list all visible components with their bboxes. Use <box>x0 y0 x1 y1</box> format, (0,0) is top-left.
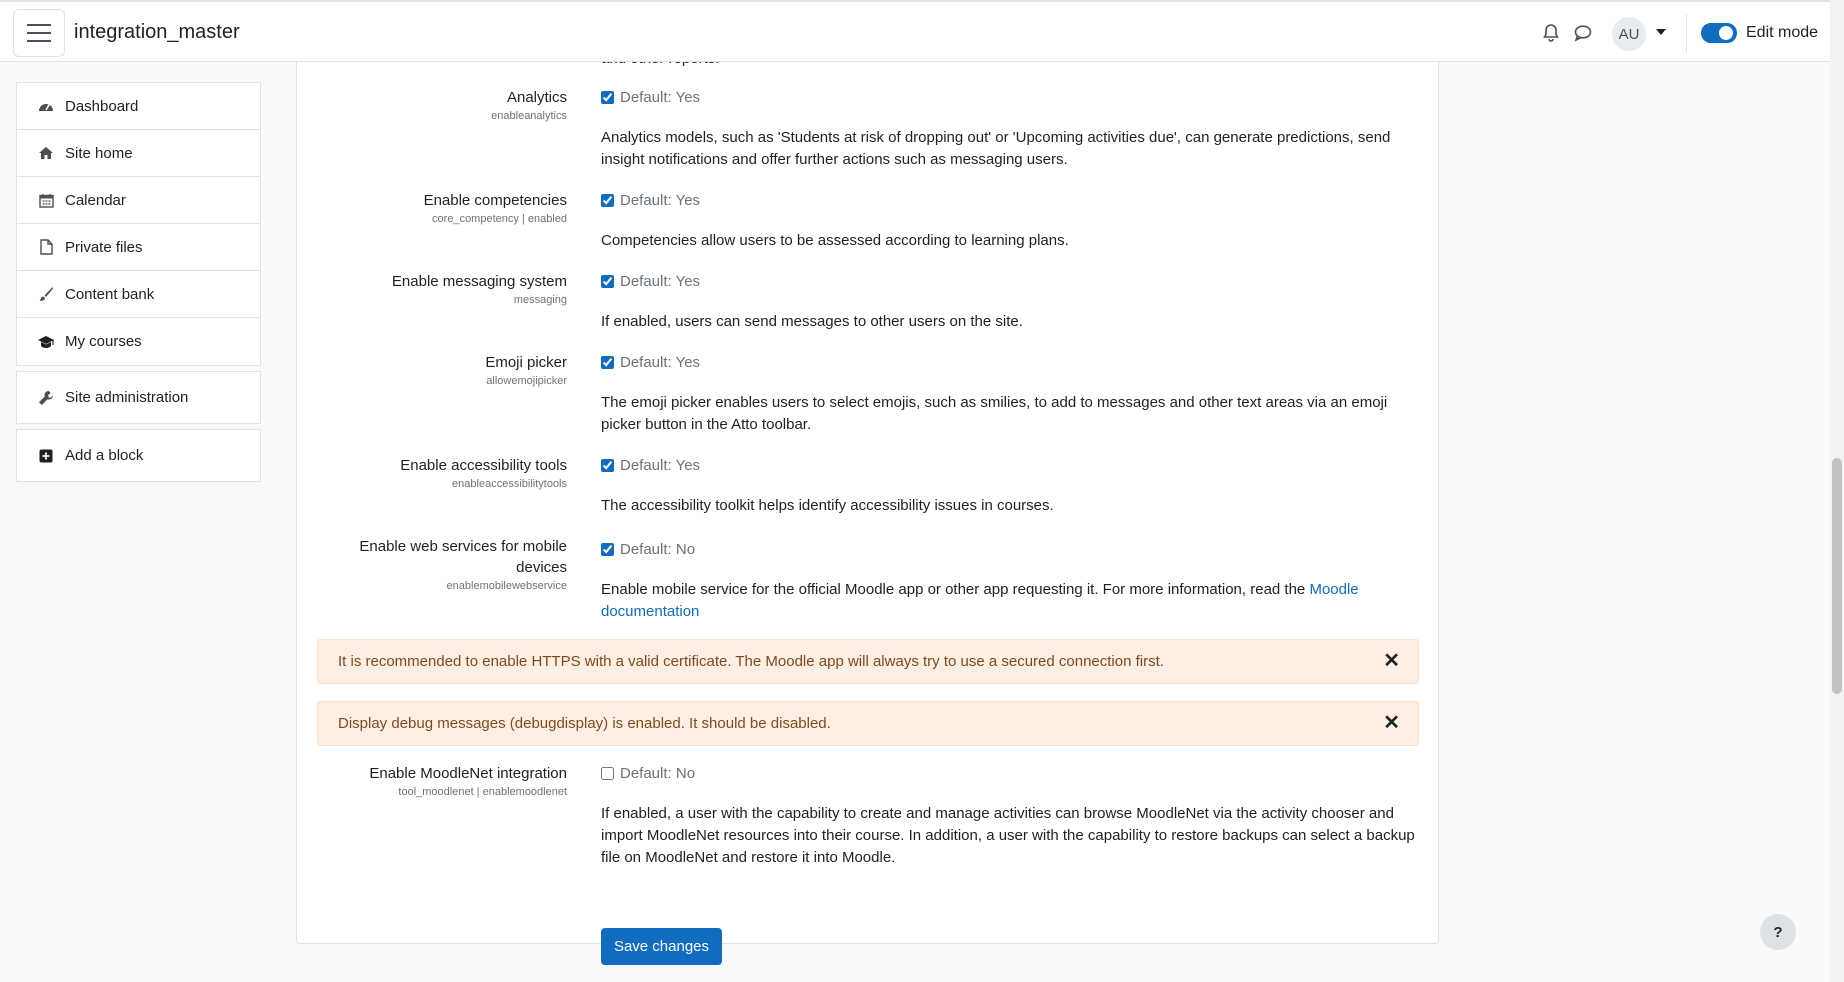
graduation-cap-icon <box>37 333 55 351</box>
top-navbar <box>0 0 1830 62</box>
sidebar-item-my-courses[interactable] <box>17 318 260 365</box>
analytics-checkbox[interactable] <box>601 91 614 104</box>
setting-description: If enabled, users can send messages to other users on the site. <box>601 313 1023 330</box>
setting-name: core_competency | enabled <box>432 213 567 225</box>
sidebar-item-label: Private files <box>65 238 143 256</box>
default-text: Default: No <box>620 541 696 558</box>
setting-description: Enable mobile service for the official Moodle app or other app requesting it. For more information, read the Moodle documentation <box>601 581 1359 620</box>
sidebar-item-label: My courses <box>65 333 142 350</box>
user-avatar[interactable]: AU <box>1612 17 1646 51</box>
bell-icon[interactable] <box>1543 24 1559 47</box>
setting-label: Enable MoodleNet integration tool_moodlenet | enablemoodlenet <box>369 765 567 798</box>
hamburger-icon-bar <box>27 32 51 34</box>
setting-name: tool_moodlenet | enablemoodlenet <box>398 786 567 798</box>
sidebar-item-label: Site home <box>65 144 133 162</box>
emoji-picker-checkbox[interactable] <box>601 356 614 369</box>
dashboard-icon <box>37 97 55 115</box>
save-changes-button[interactable]: Save changes <box>601 928 722 965</box>
sidebar-item-label: Content bank <box>65 285 155 303</box>
setting-name: enablemobilewebservice <box>446 580 567 592</box>
hamburger-icon-bar <box>27 24 51 26</box>
https-warning-alert <box>317 639 1419 684</box>
setting-description: Competencies allow users to be assessed according to learning plans. <box>601 232 1069 249</box>
default-text: Default: No <box>620 765 696 782</box>
setting-control <box>601 273 700 290</box>
hamburger-icon-bar <box>27 40 51 42</box>
navbar-divider <box>1686 14 1687 52</box>
sidebar-item-label: Site administration <box>65 389 189 406</box>
default-text: Default: Yes <box>620 192 701 209</box>
setting-label: Enable competencies core_competency | enabled <box>423 192 567 225</box>
setting-label: Enable web services for mobile devices enablemobilewebservice <box>337 536 567 594</box>
main-navigation <box>16 82 261 366</box>
left-sidebar <box>16 82 261 487</box>
default-text: Default: Yes <box>620 89 701 106</box>
competencies-checkbox[interactable] <box>601 194 614 207</box>
sidebar-item-site-home[interactable] <box>17 130 260 177</box>
sidebar-item-add-block[interactable] <box>17 430 260 481</box>
mobile-web-services-checkbox[interactable] <box>601 543 614 556</box>
setting-description: If enabled, a user with the capability to create and manage activities can browse MoodleNet via the activity chooser and import MoodleNet resources into their course. In addition, a user with the capability to restore backups can select a backup file on MoodleNet and restore it into Moodle. <box>601 805 1415 866</box>
setting-control <box>601 541 695 558</box>
default-text: Default: Yes <box>620 354 701 371</box>
edit-mode-label: Edit mode <box>1746 24 1819 41</box>
site-admin-group <box>16 371 261 424</box>
sidebar-item-label: Add a block <box>65 447 144 464</box>
add-block-group <box>16 429 261 482</box>
site-name[interactable]: integration_master <box>74 21 240 43</box>
brush-icon <box>37 285 55 303</box>
default-text: Default: Yes <box>620 273 701 290</box>
chat-icon[interactable] <box>1574 24 1592 47</box>
sidebar-item-dashboard[interactable] <box>17 83 260 130</box>
moodlenet-checkbox[interactable] <box>601 767 614 780</box>
debug-warning-alert <box>317 701 1419 746</box>
scrollbar-thumb[interactable] <box>1832 458 1842 694</box>
clipped-description <box>601 62 719 70</box>
settings-card <box>296 40 1439 955</box>
wrench-icon <box>37 389 55 407</box>
setting-label: Analytics enableanalytics <box>491 89 567 122</box>
plus-square-icon <box>37 447 55 465</box>
setting-description: The accessibility toolkit helps identify accessibility issues in courses. <box>601 497 1054 514</box>
setting-control <box>601 354 700 371</box>
setting-name: enableaccessibilitytools <box>452 478 567 490</box>
setting-control <box>601 457 700 474</box>
sidebar-item-label: Calendar <box>65 191 126 209</box>
close-icon[interactable]: ✕ <box>1383 712 1400 734</box>
calendar-icon <box>37 191 55 209</box>
sidebar-item-site-administration[interactable] <box>17 372 260 423</box>
setting-label: Enable accessibility tools enableaccessibilitytools <box>400 457 567 490</box>
messaging-checkbox[interactable] <box>601 275 614 288</box>
edit-mode-toggle[interactable] <box>1701 23 1737 43</box>
page-scrollbar[interactable] <box>1830 0 1844 982</box>
setting-description: The emoji picker enables users to select emojis, such as smilies, to add to messages and other text areas via an emoji picker button in the Atto toolbar. <box>601 394 1388 433</box>
menu-toggle-button[interactable] <box>13 9 65 57</box>
user-menu-caret-icon[interactable] <box>1656 29 1666 35</box>
sidebar-item-content-bank[interactable] <box>17 271 260 318</box>
setting-control <box>601 765 695 782</box>
default-text: Default: Yes <box>620 457 701 474</box>
sidebar-item-calendar[interactable] <box>17 177 260 224</box>
setting-description: Analytics models, such as 'Students at risk of dropping out' or 'Upcoming activities due', can generate predictions, send insight notifications and offer further actions such as messaging users. <box>601 129 1391 168</box>
help-button[interactable]: ? <box>1760 914 1796 950</box>
setting-control <box>601 89 700 106</box>
setting-label: Enable messaging system messaging <box>391 273 567 306</box>
sidebar-item-label: Dashboard <box>65 97 139 115</box>
file-icon <box>37 238 55 256</box>
alert-text: It is recommended to enable HTTPS with a valid certificate. The Moodle app will always try to use a secured connection first. <box>338 653 1164 670</box>
setting-name: messaging <box>513 294 567 306</box>
setting-control <box>601 192 700 209</box>
sidebar-item-private-files[interactable] <box>17 224 260 271</box>
setting-name: enableanalytics <box>491 110 567 122</box>
moodle-documentation-link[interactable]: Moodle documentation <box>601 581 1359 620</box>
alert-text: Display debug messages (debugdisplay) is enabled. It should be disabled. <box>338 715 831 732</box>
setting-name: allowemojipicker <box>486 375 567 387</box>
accessibility-tools-checkbox[interactable] <box>601 459 614 472</box>
close-icon[interactable]: ✕ <box>1383 650 1400 672</box>
setting-label: Emoji picker allowemojipicker <box>485 354 567 387</box>
home-icon <box>37 144 55 162</box>
